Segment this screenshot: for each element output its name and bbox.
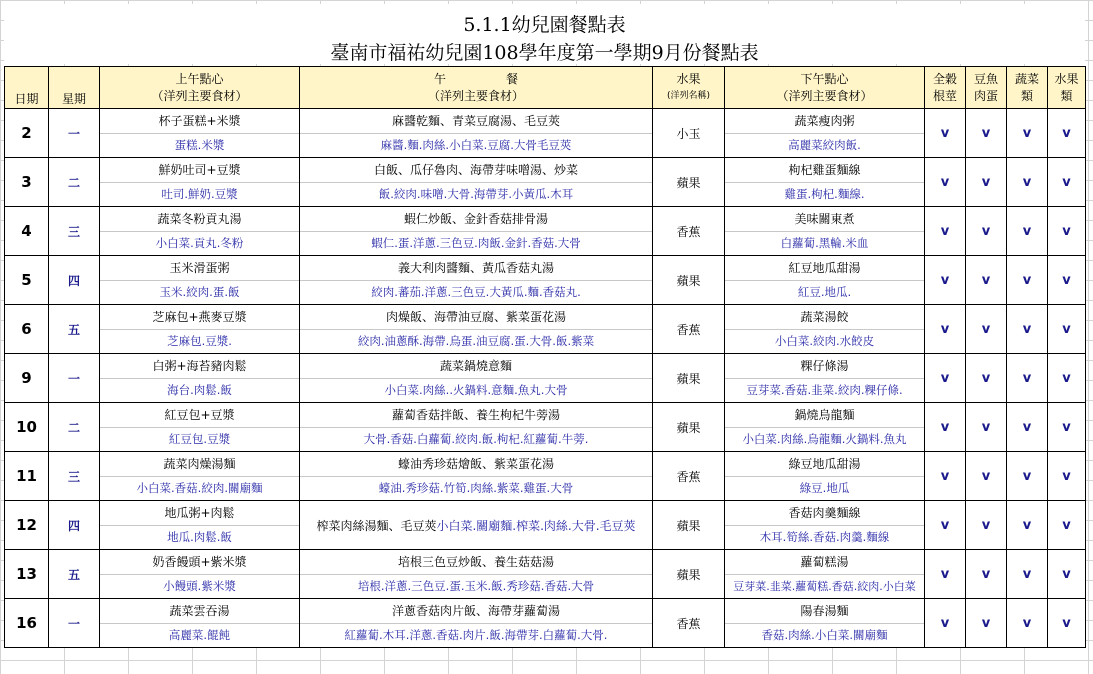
lunch-ingredients: 絞肉.油蔥酥.海帶.烏蛋.油豆腐.蛋.大骨.飯.紫菜	[357, 334, 595, 349]
fruit-cell[interactable]: 蘋果	[653, 256, 725, 305]
fruit-cell[interactable]: 蘋果	[653, 501, 725, 550]
grain-check[interactable]: v	[925, 599, 966, 648]
col-header-protein-l1: 豆魚	[973, 71, 998, 86]
table-row	[5, 501, 1086, 550]
afternoon-snack-cell[interactable]	[725, 305, 925, 354]
lunch-dish: 洋蔥香菇肉片飯、海帶芽蘿蔔湯	[300, 599, 652, 624]
lunch-cell[interactable]	[300, 403, 653, 452]
fruit-cell[interactable]: 小玉	[653, 109, 725, 158]
col-header-weekday	[49, 67, 100, 109]
afternoon-snack-dish: 蔬菜湯餃	[725, 305, 924, 330]
lunch-cell[interactable]	[300, 207, 653, 256]
col-header-grain	[925, 67, 966, 109]
afternoon-snack-cell[interactable]	[725, 207, 925, 256]
vegetable-check[interactable]: v	[1007, 256, 1048, 305]
afternoon-snack-ingredients: 豆芽菜.韭菜.蘿蔔糕.香菇.絞肉.小白菜	[733, 580, 916, 594]
col-header-afternoon	[725, 67, 925, 109]
lunch-ingredients: 飯.絞肉.味噌.大骨.海帶芽.小黃瓜.木耳	[378, 187, 574, 202]
lunch-dish: 培根三色豆炒飯、養生菇菇湯	[300, 550, 652, 575]
col-header-grain-l1: 全穀	[932, 71, 957, 86]
protein-check[interactable]: v	[966, 256, 1007, 305]
protein-check[interactable]: v	[966, 501, 1007, 550]
title-area	[4, 4, 1085, 64]
fruit-cell[interactable]: 香蕉	[653, 207, 725, 256]
morning-snack-dish: 杯子蛋糕+米漿	[100, 109, 299, 134]
table-row	[5, 452, 1086, 501]
vegetable-check[interactable]: v	[1007, 305, 1048, 354]
morning-snack-cell[interactable]	[100, 354, 300, 403]
grain-check[interactable]: v	[925, 550, 966, 599]
morning-snack-dish: 白粥+海苔豬肉鬆	[100, 354, 299, 379]
protein-check[interactable]: v	[966, 158, 1007, 207]
lunch-ingredients: 培根.洋蔥.三色豆.蛋.玉米.飯.秀珍菇.香菇.大骨	[357, 579, 595, 594]
afternoon-snack-ingredients: 綠豆.地瓜	[799, 481, 850, 496]
vegetable-check[interactable]: v	[1007, 158, 1048, 207]
col-header-weekday-label: 星期	[61, 92, 86, 106]
date-cell[interactable]: 6	[5, 305, 49, 354]
table-row	[5, 256, 1086, 305]
fruit-cell[interactable]: 蘋果	[653, 354, 725, 403]
lunch-cell[interactable]	[300, 599, 653, 648]
grain-check[interactable]: v	[925, 207, 966, 256]
lunch-dish: 蘿蔔香菇拌飯、養生枸杞牛蒡湯	[300, 403, 652, 428]
fruit-group-check[interactable]: v	[1048, 354, 1086, 403]
afternoon-snack-dish: 蔬菜瘦肉粥	[725, 109, 924, 134]
col-header-lunch-sub: （洋列主要食材）	[427, 88, 524, 103]
morning-snack-cell[interactable]	[100, 256, 300, 305]
afternoon-snack-cell[interactable]	[725, 158, 925, 207]
weekday-cell[interactable]: 一	[49, 354, 100, 403]
afternoon-snack-ingredients: 豆芽菜.香菇.韭菜.絞肉.粿仔條.	[746, 383, 903, 398]
date-cell[interactable]: 5	[5, 256, 49, 305]
lunch-cell[interactable]	[300, 550, 653, 599]
fruit-cell[interactable]: 蘋果	[653, 158, 725, 207]
protein-check[interactable]: v	[966, 599, 1007, 648]
lunch-ingredients: 麻醬.麵.肉絲.小白菜.豆腐.大骨毛豆莢	[380, 138, 572, 153]
fruit-cell[interactable]: 蘋果	[653, 550, 725, 599]
weekday-cell[interactable]: 五	[49, 550, 100, 599]
lunch-dish: 蔬菜鍋燒意麵	[300, 354, 652, 379]
protein-check[interactable]: v	[966, 354, 1007, 403]
morning-snack-cell[interactable]	[100, 501, 300, 550]
morning-snack-cell[interactable]	[100, 452, 300, 501]
lunch-ingredients: 小白菜.肉絲..火鍋料.意麵.魚丸.大骨	[384, 383, 568, 398]
lunch-cell[interactable]	[300, 256, 653, 305]
morning-snack-ingredients: 紅豆包.豆漿	[168, 432, 231, 447]
fruit-group-check[interactable]: v	[1048, 158, 1086, 207]
morning-snack-dish: 芝麻包+燕麥豆漿	[100, 305, 299, 330]
morning-snack-cell[interactable]	[100, 550, 300, 599]
weekday-cell[interactable]: 二	[49, 403, 100, 452]
lunch-cell[interactable]	[300, 158, 653, 207]
afternoon-snack-dish: 美味關東煮	[725, 207, 924, 232]
table-row	[5, 599, 1086, 648]
afternoon-snack-dish: 粿仔條湯	[725, 354, 924, 379]
afternoon-snack-cell[interactable]	[725, 354, 925, 403]
weekday-cell[interactable]: 二	[49, 158, 100, 207]
lunch-cell[interactable]	[300, 501, 653, 550]
morning-snack-dish: 鮮奶吐司+豆漿	[100, 158, 299, 183]
protein-check[interactable]: v	[966, 109, 1007, 158]
fruit-group-check[interactable]: v	[1048, 550, 1086, 599]
date-cell[interactable]: 12	[5, 501, 49, 550]
grain-check[interactable]: v	[925, 452, 966, 501]
col-header-lunch	[300, 67, 653, 109]
col-header-vegetable	[1007, 67, 1048, 109]
morning-snack-cell[interactable]	[100, 109, 300, 158]
morning-snack-cell[interactable]	[100, 207, 300, 256]
col-header-lunch-label: 午 餐	[433, 71, 518, 86]
morning-snack-dish: 蔬菜雲吞湯	[100, 599, 299, 624]
morning-snack-dish: 地瓜粥+肉鬆	[100, 501, 299, 526]
afternoon-snack-cell[interactable]	[725, 256, 925, 305]
afternoon-snack-cell[interactable]	[725, 109, 925, 158]
morning-snack-ingredients: 小白菜.貢丸.冬粉	[155, 236, 244, 251]
morning-snack-ingredients: 高麗菜.餛飩	[168, 628, 231, 643]
afternoon-snack-dish: 鍋燒烏龍麵	[725, 403, 924, 428]
grain-check[interactable]: v	[925, 109, 966, 158]
afternoon-snack-ingredients: 白蘿蔔.黑輪.米血	[780, 236, 869, 251]
col-header-fruit-group	[1048, 67, 1086, 109]
col-header-grain-l2: 根莖	[932, 88, 957, 103]
fruit-cell[interactable]: 香蕉	[653, 305, 725, 354]
morning-snack-dish: 玉米滑蛋粥	[100, 256, 299, 281]
doc-subtitle: 臺南市福祐幼兒園108學年度第一學期9月份餐點表	[330, 42, 759, 64]
protein-check[interactable]: v	[966, 403, 1007, 452]
col-header-fruit-label: 水果	[676, 71, 701, 86]
col-header-fruit	[653, 67, 725, 109]
date-cell[interactable]: 3	[5, 158, 49, 207]
fruit-group-check[interactable]: v	[1048, 207, 1086, 256]
vegetable-check[interactable]: v	[1007, 109, 1048, 158]
lunch-cell[interactable]	[300, 354, 653, 403]
afternoon-snack-ingredients: 小白菜.肉絲.烏龍麵.火鍋料.魚丸	[742, 432, 907, 447]
lunch-dish: 蠔油秀珍菇燴飯、紫菜蛋花湯	[300, 452, 652, 477]
col-header-morning-sub: （洋列主要食材）	[151, 88, 248, 103]
morning-snack-ingredients: 地瓜.肉鬆.飯	[167, 530, 232, 545]
weekday-cell[interactable]: 四	[49, 256, 100, 305]
table-row	[5, 403, 1086, 452]
lunch-ingredients: 蝦仁.蛋.洋蔥.三色豆.肉飯.金針.香菇.大骨	[371, 236, 581, 251]
weekday-cell[interactable]: 三	[49, 452, 100, 501]
col-header-date-label: 日期	[14, 92, 39, 106]
table-row	[5, 207, 1086, 256]
col-header-fruit-sub: (洋列名稱)	[666, 90, 711, 101]
col-header-afternoon-sub: （洋列主要食材）	[776, 88, 873, 103]
morning-snack-cell[interactable]	[100, 599, 300, 648]
protein-check[interactable]: v	[966, 550, 1007, 599]
lunch-ingredients: 紅蘿蔔.木耳.洋蔥.香菇.肉片.飯.海帶芽.白蘿蔔.大骨.	[344, 628, 608, 643]
afternoon-snack-ingredients: 紅豆.地瓜.	[797, 285, 852, 300]
weekday-cell[interactable]: 一	[49, 109, 100, 158]
morning-snack-dish: 蔬菜冬粉貢丸湯	[100, 207, 299, 232]
lunch-ingredients: 蠔油.秀珍菇.竹筍.肉絲.紫菜.雞蛋.大骨	[378, 481, 574, 496]
fruit-group-check[interactable]: v	[1048, 305, 1086, 354]
grain-check[interactable]: v	[925, 256, 966, 305]
morning-snack-ingredients: 吐司.鮮奶.豆漿	[161, 187, 238, 202]
afternoon-snack-cell[interactable]	[725, 599, 925, 648]
col-header-fruit-group-l1: 水果	[1054, 71, 1079, 86]
afternoon-snack-dish: 綠豆地瓜甜湯	[725, 452, 924, 477]
morning-snack-ingredients: 小饅頭.紫米漿	[163, 579, 236, 594]
afternoon-snack-dish: 香菇肉羹麵線	[725, 501, 924, 526]
afternoon-snack-ingredients: 雞蛋.枸杞.麵線.	[784, 187, 865, 202]
fruit-group-check[interactable]: v	[1048, 452, 1086, 501]
col-header-vegetable-l2: 類	[1020, 88, 1033, 103]
date-cell[interactable]: 4	[5, 207, 49, 256]
date-cell[interactable]: 11	[5, 452, 49, 501]
fruit-group-check[interactable]: v	[1048, 109, 1086, 158]
morning-snack-ingredients: 玉米.絞肉.蛋.飯	[159, 285, 240, 300]
lunch-dish: 蝦仁炒飯、金針香菇排骨湯	[300, 207, 652, 232]
protein-check[interactable]: v	[966, 452, 1007, 501]
table-row	[5, 305, 1086, 354]
afternoon-snack-ingredients: 木耳.筍絲.香菇.肉羹.麵線	[759, 530, 890, 545]
grain-check[interactable]: v	[925, 305, 966, 354]
table-row	[5, 109, 1086, 158]
morning-snack-cell[interactable]	[100, 403, 300, 452]
date-cell[interactable]: 9	[5, 354, 49, 403]
col-header-fruit-group-l2: 類	[1060, 88, 1073, 103]
afternoon-snack-cell[interactable]	[725, 550, 925, 599]
afternoon-snack-dish: 紅豆地瓜甜湯	[725, 256, 924, 281]
morning-snack-ingredients: 芝麻包.豆漿.	[167, 334, 232, 349]
protein-check[interactable]: v	[966, 305, 1007, 354]
fruit-group-check[interactable]: v	[1048, 256, 1086, 305]
morning-snack-ingredients: 蛋糕.米漿	[174, 138, 225, 153]
col-header-morning	[100, 67, 300, 109]
lunch-dish: 白飯、瓜仔魯肉、海帶芽味噌湯、炒菜	[300, 158, 652, 183]
doc-title: 5.1.1幼兒園餐點表	[463, 14, 626, 36]
morning-snack-dish: 紅豆包+豆漿	[100, 403, 299, 428]
lunch-cell[interactable]	[300, 305, 653, 354]
afternoon-snack-dish: 枸杞雞蛋麵線	[725, 158, 924, 183]
lunch-dish: 義大利肉醬麵、黃瓜香菇丸湯	[300, 256, 652, 281]
morning-snack-cell[interactable]	[100, 305, 300, 354]
fruit-cell[interactable]: 香蕉	[653, 452, 725, 501]
vegetable-check[interactable]: v	[1007, 207, 1048, 256]
vegetable-check[interactable]: v	[1007, 550, 1048, 599]
col-header-vegetable-l1: 蔬菜	[1014, 71, 1039, 86]
fruit-group-check[interactable]: v	[1048, 501, 1086, 550]
vegetable-check[interactable]: v	[1007, 599, 1048, 648]
table-row	[5, 550, 1086, 599]
table-row	[5, 354, 1086, 403]
afternoon-snack-cell[interactable]	[725, 452, 925, 501]
col-header-morning-label: 上午點心	[175, 71, 224, 86]
date-cell[interactable]: 16	[5, 599, 49, 648]
lunch-dish: 麻醬乾麵、青菜豆腐湯、毛豆莢	[300, 109, 652, 134]
col-header-date	[5, 67, 49, 109]
afternoon-snack-dish: 陽春湯麵	[725, 599, 924, 624]
afternoon-snack-ingredients: 香菇.肉絲.小白菜.關廟麵	[761, 628, 888, 643]
fruit-cell[interactable]: 蘋果	[653, 403, 725, 452]
meal-table	[4, 66, 1086, 648]
lunch-cell[interactable]	[300, 452, 653, 501]
morning-snack-ingredients: 小白菜.香菇.絞肉.關廟麵	[136, 481, 263, 496]
lunch-ingredients: 絞肉.蕃茄.洋蔥.三色豆.大黃瓜.麵.香菇丸.	[371, 285, 581, 300]
grain-check[interactable]: v	[925, 158, 966, 207]
col-header-afternoon-label: 下午點心	[800, 71, 849, 86]
date-cell[interactable]: 2	[5, 109, 49, 158]
grain-check[interactable]: v	[925, 403, 966, 452]
grain-check[interactable]: v	[925, 354, 966, 403]
weekday-cell[interactable]: 一	[49, 599, 100, 648]
date-cell[interactable]: 10	[5, 403, 49, 452]
afternoon-snack-dish: 蘿蔔糕湯	[725, 550, 924, 575]
weekday-cell[interactable]: 四	[49, 501, 100, 550]
afternoon-snack-cell[interactable]	[725, 403, 925, 452]
lunch-dish: 肉燥飯、海帶油豆腐、紫菜蛋花湯	[300, 305, 652, 330]
table-row	[5, 158, 1086, 207]
morning-snack-cell[interactable]	[100, 158, 300, 207]
lunch-ingredients: 小白菜.關廟麵.榨菜.肉絲.大骨.毛豆莢	[436, 518, 636, 533]
vegetable-check[interactable]: v	[1007, 501, 1048, 550]
date-cell[interactable]: 13	[5, 550, 49, 599]
col-header-protein-l2: 肉蛋	[973, 88, 998, 103]
vegetable-check[interactable]: v	[1007, 354, 1048, 403]
afternoon-snack-ingredients: 高麗菜絞肉飯.	[788, 138, 861, 153]
vegetable-check[interactable]: v	[1007, 452, 1048, 501]
lunch-dish: 榨菜肉絲湯麵、毛豆莢	[316, 518, 437, 533]
afternoon-snack-cell[interactable]	[725, 501, 925, 550]
morning-snack-ingredients: 海台.肉鬆.飯	[167, 383, 232, 398]
fruit-cell[interactable]: 香蕉	[653, 599, 725, 648]
protein-check[interactable]: v	[966, 207, 1007, 256]
vegetable-check[interactable]: v	[1007, 403, 1048, 452]
afternoon-snack-ingredients: 小白菜.絞肉.水餃皮	[774, 334, 875, 349]
weekday-cell[interactable]: 五	[49, 305, 100, 354]
lunch-ingredients: 大骨.香菇.白蘿蔔.絞肉.飯.枸杞.紅蘿蔔.牛蒡.	[363, 432, 589, 447]
morning-snack-dish: 奶香饅頭+紫米漿	[100, 550, 299, 575]
weekday-cell[interactable]: 三	[49, 207, 100, 256]
fruit-group-check[interactable]: v	[1048, 403, 1086, 452]
col-header-protein	[966, 67, 1007, 109]
lunch-cell[interactable]	[300, 109, 653, 158]
fruit-group-check[interactable]: v	[1048, 599, 1086, 648]
morning-snack-dish: 蔬菜肉燥湯麵	[100, 452, 299, 477]
grain-check[interactable]: v	[925, 501, 966, 550]
